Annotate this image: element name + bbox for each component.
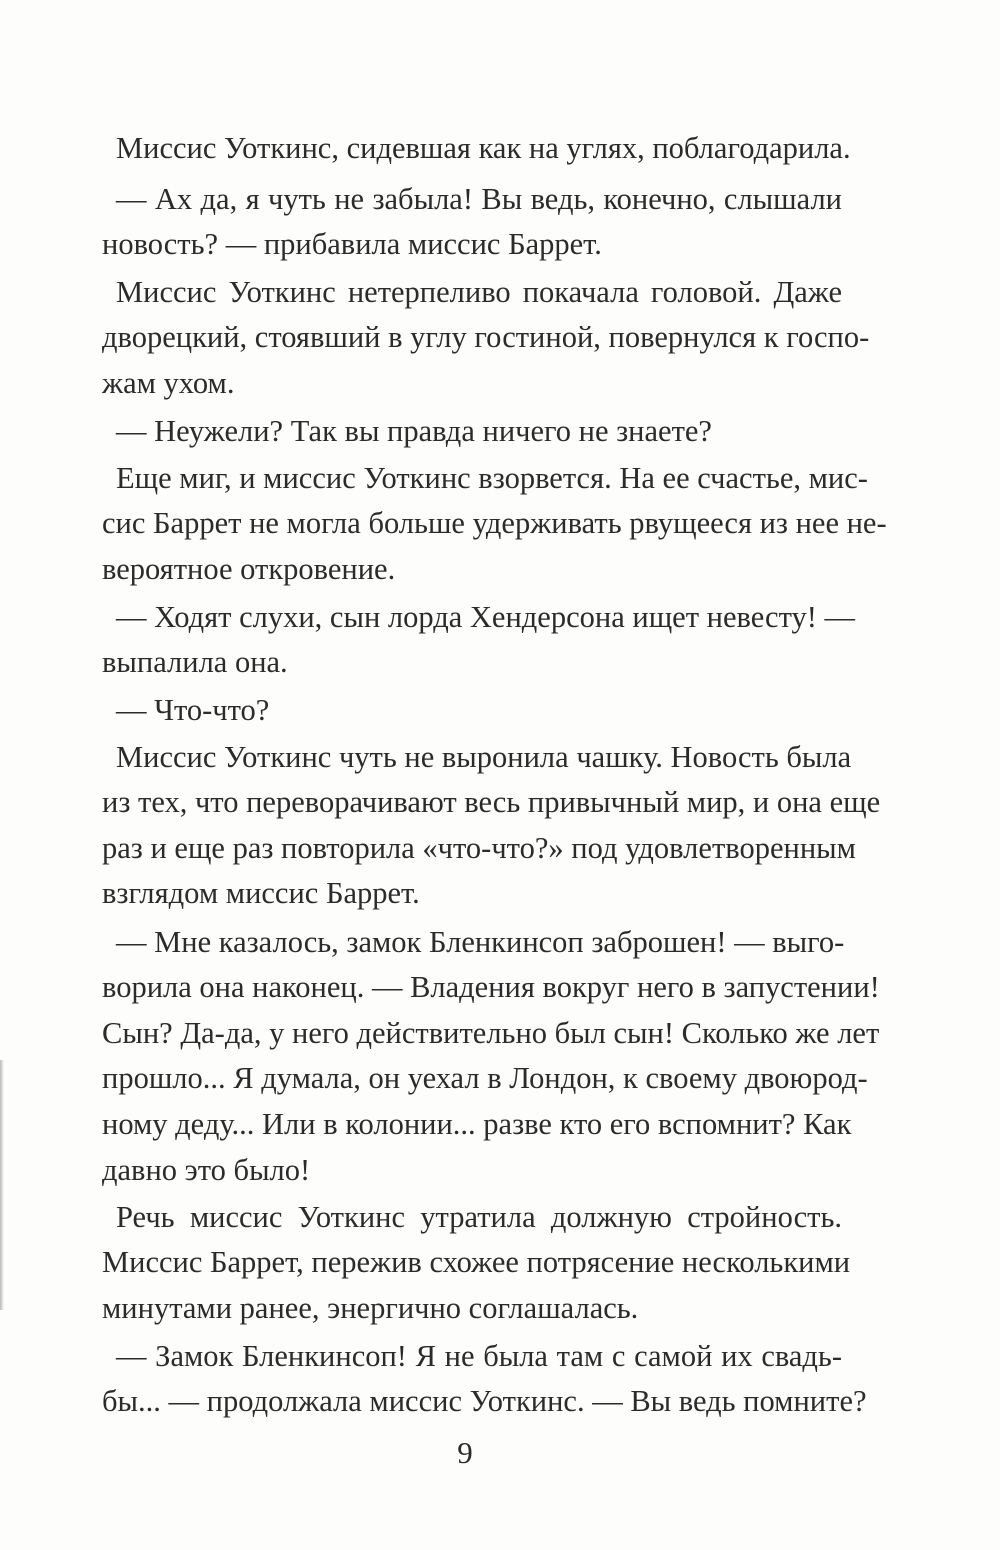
text-line: вероятное откровение. xyxy=(102,552,396,586)
text-line: жам ухом. xyxy=(102,366,235,400)
text-line: — Неужели? Так вы правда ничего не знаете? xyxy=(116,414,712,448)
text-line: раз и еще раз повторила «что-что?» под удовлетворенным xyxy=(102,831,856,865)
text-line: прошло... Я думала, он уехал в Лондон, к своему двоюрод- xyxy=(102,1061,868,1095)
text-line: Миссис Уоткинс, сидевшая как на углях, поблагодарила. xyxy=(116,131,851,165)
text-line: Миссис Уоткинс чуть не выронила чашку. Новость была xyxy=(116,740,852,774)
page-edge-shadow xyxy=(0,1060,4,1310)
text-line: — Ах да, я чуть не забыла! Вы ведь, конечно, слышали xyxy=(116,182,842,216)
text-line: ному деду... Или в колонии... разве кто его вспомнит? Как xyxy=(102,1107,852,1141)
page-number: 9 xyxy=(457,1435,473,1470)
text-line: Миссис Баррет, пережив схожее потрясение несколькими xyxy=(102,1245,851,1279)
text-line: минутами ранее, энергично соглашалась. xyxy=(102,1291,639,1325)
text-line: ворила она наконец. — Владения вокруг него в запустении! xyxy=(102,970,880,1004)
text-line: сис Баррет не могла больше удерживать рвущееся из нее не- xyxy=(102,506,887,540)
text-line: выпалила она. xyxy=(102,645,288,679)
text-line: — Ходят слухи, сын лорда Хендерсона ищет невесту! — xyxy=(116,600,856,634)
text-line: бы... — продолжала миссис Уоткинс. — Вы ведь помните? xyxy=(102,1384,867,1418)
text-line: новость? — прибавила миссис Баррет. xyxy=(102,227,602,261)
text-line: Еще миг, и миссис Уоткинс взорвется. На ее счастье, мис- xyxy=(116,461,868,495)
text-line: дворецкий, стоявший в углу гостиной, повернулся к госпо- xyxy=(102,320,870,354)
text-line: давно это было! xyxy=(102,1153,311,1187)
text-line: взглядом миссис Баррет. xyxy=(102,876,420,910)
text-line: из тех, что переворачивают весь привычный мир, и она еще xyxy=(102,785,881,819)
text-line: — Что-что? xyxy=(116,693,270,727)
text-line: — Мне казалось, замок Бленкинсоп заброшен! — выго- xyxy=(116,925,845,959)
text-line: — Замок Бленкинсоп! Я не была там с самой их свадь- xyxy=(116,1339,842,1373)
text-line: Миссис Уоткинс нетерпеливо покачала головой. Даже xyxy=(116,275,842,309)
text-line: Сын? Да-да, у него действительно был сын! Сколько же лет xyxy=(102,1016,880,1050)
text-line: Речь миссис Уоткинс утратила должную стройность. xyxy=(116,1200,842,1234)
